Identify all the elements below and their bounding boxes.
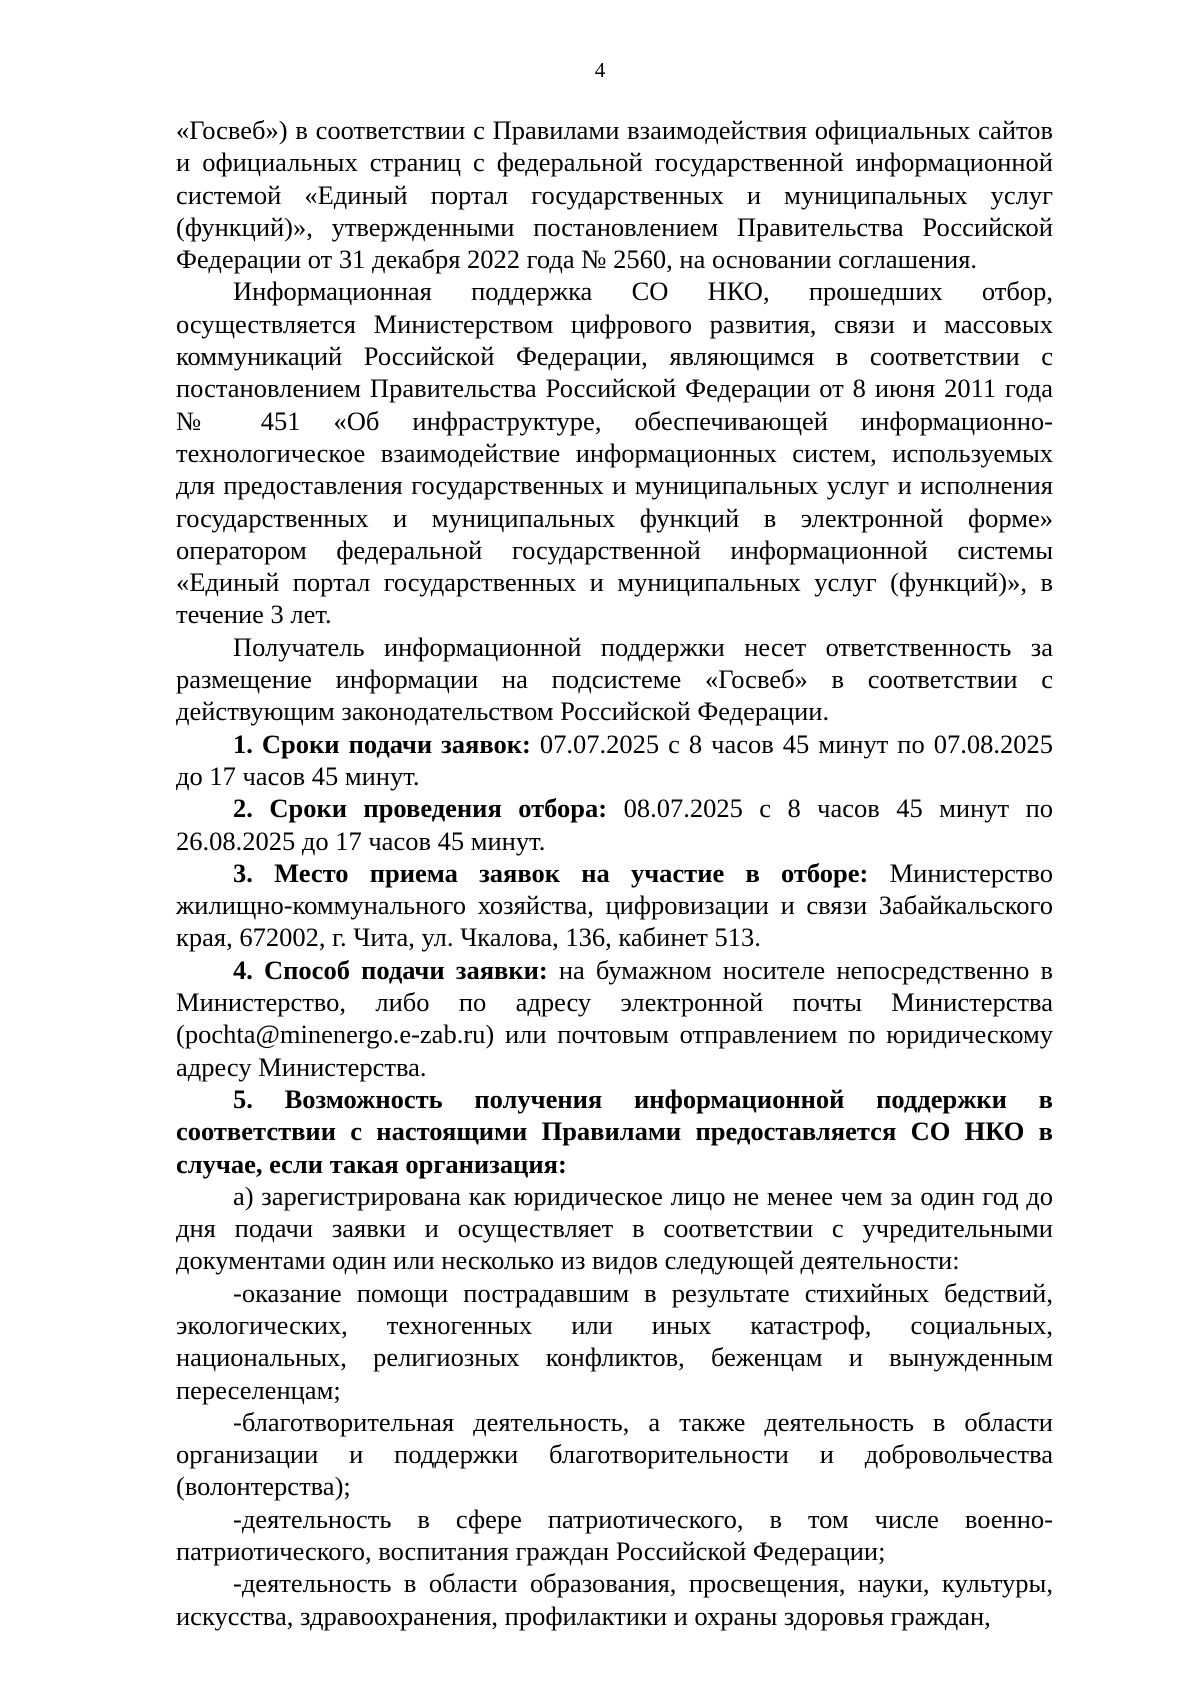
item-text: 08.07.2025 с 8 часов 45 минут по 26.08.2025 до 17 часов 45 минут. — [176, 793, 1054, 856]
item-text: на бумажном носителе непосредственно в Министерство, либо по адресу электронной почты Министерства (pochta@minenergo.e-zab.ru) или почтовым отправлением по юридическому адресу Министерства. — [176, 954, 1053, 1082]
item-application-place — [176, 857, 1053, 954]
activity-charity: -благотворительная деятельность, а также деятельность в области организации и поддержки благотворительности и добровольчества (волонтерства); — [176, 1406, 1053, 1502]
activity-education-science-culture: -деятельность в области образования, просвещения, науки, культуры, искусства, здравоохранения, профилактики и охраны здоровья граждан, — [176, 1568, 1053, 1631]
item-submission-method — [176, 954, 1053, 1083]
paragraph-gosweb-rules: «Госвеб») в соответствии с Правилами взаимодействия официальных сайтов и официальных страниц с федеральной государственной информационной системой «Единый портал государственных и муниципальных услуг (функций)», утвержденными постановлением Правительства Российской Федерации от 31 декабря 2022 года № 2560, на основании соглашения. — [176, 115, 1053, 275]
item-eligibility-heading: 5. Возможность получения информационной поддержки в соответствии с настоящими Правилами предоставляется СО НКО в случае, если такая организация: — [176, 1083, 1053, 1179]
item-title: 4. Способ подачи заявки: — [233, 954, 548, 985]
subitem-a-registered: а) зарегистрирована как юридическое лицо не менее чем за один год до дня подачи заявки и осуществляет в соответствии с учредительными документами один или несколько из видов следующей деятельности: — [176, 1180, 1053, 1276]
item-text: 07.07.2025 с 8 часов 45 минут по 07.08.2025 до 17 часов 45 минут. — [176, 728, 1053, 791]
item-application-deadlines — [176, 728, 1053, 793]
item-title: 1. Сроки подачи заявок: — [233, 728, 531, 759]
activity-disaster-aid: -оказание помощи пострадавшим в результате стихийных бедствий, экологических, техногенных или иных катастроф, социальных, национальных, религиозных конфликтов, беженцам и вынужденным переселенцам; — [176, 1277, 1053, 1405]
item-selection-period — [176, 792, 1053, 857]
page-number: 4 — [594, 58, 606, 82]
paragraph-recipient-responsibility: Получатель информационной поддержки несет ответственность за размещение информации на подсистеме «Госвеб» в соответствии с действующим законодательством Российской Федерации. — [176, 631, 1053, 727]
item-text: Министерство жилищно-коммунального хозяйства, цифровизации и связи Забайкальского края, 672002, г. Чита, ул. Чкалова, 136, кабинет 513. — [176, 857, 1053, 953]
item-title: 3. Место приема заявок на участие в отборе: — [233, 857, 869, 888]
activity-patriotic-education: -деятельность в сфере патриотического, в том числе военно-патриотического, воспитания граждан Российской Федерации; — [176, 1503, 1053, 1567]
document-body — [176, 114, 1053, 1632]
item-title: 2. Сроки проведения отбора: — [233, 793, 608, 824]
paragraph-info-support: Информационная поддержка СО НКО, прошедших отбор, осуществляется Министерством цифрового развития, связи и массовых коммуникаций Российской Федерации, являющимся в соответствии с постановлением Правительства Российской Федерации от 8 июня 2011 года № 451 «Об инфраструктуре, обеспечивающей информационно-технологическое взаимодействие информационных систем, используемых для предоставления государственных и муниципальных услуг и исполнения государственных и муниципальных функций в электронной форме» оператором федеральной государственной информационной системы «Единый портал государственных и муниципальных услуг (функций)», в течение 3 лет. — [176, 276, 1053, 630]
